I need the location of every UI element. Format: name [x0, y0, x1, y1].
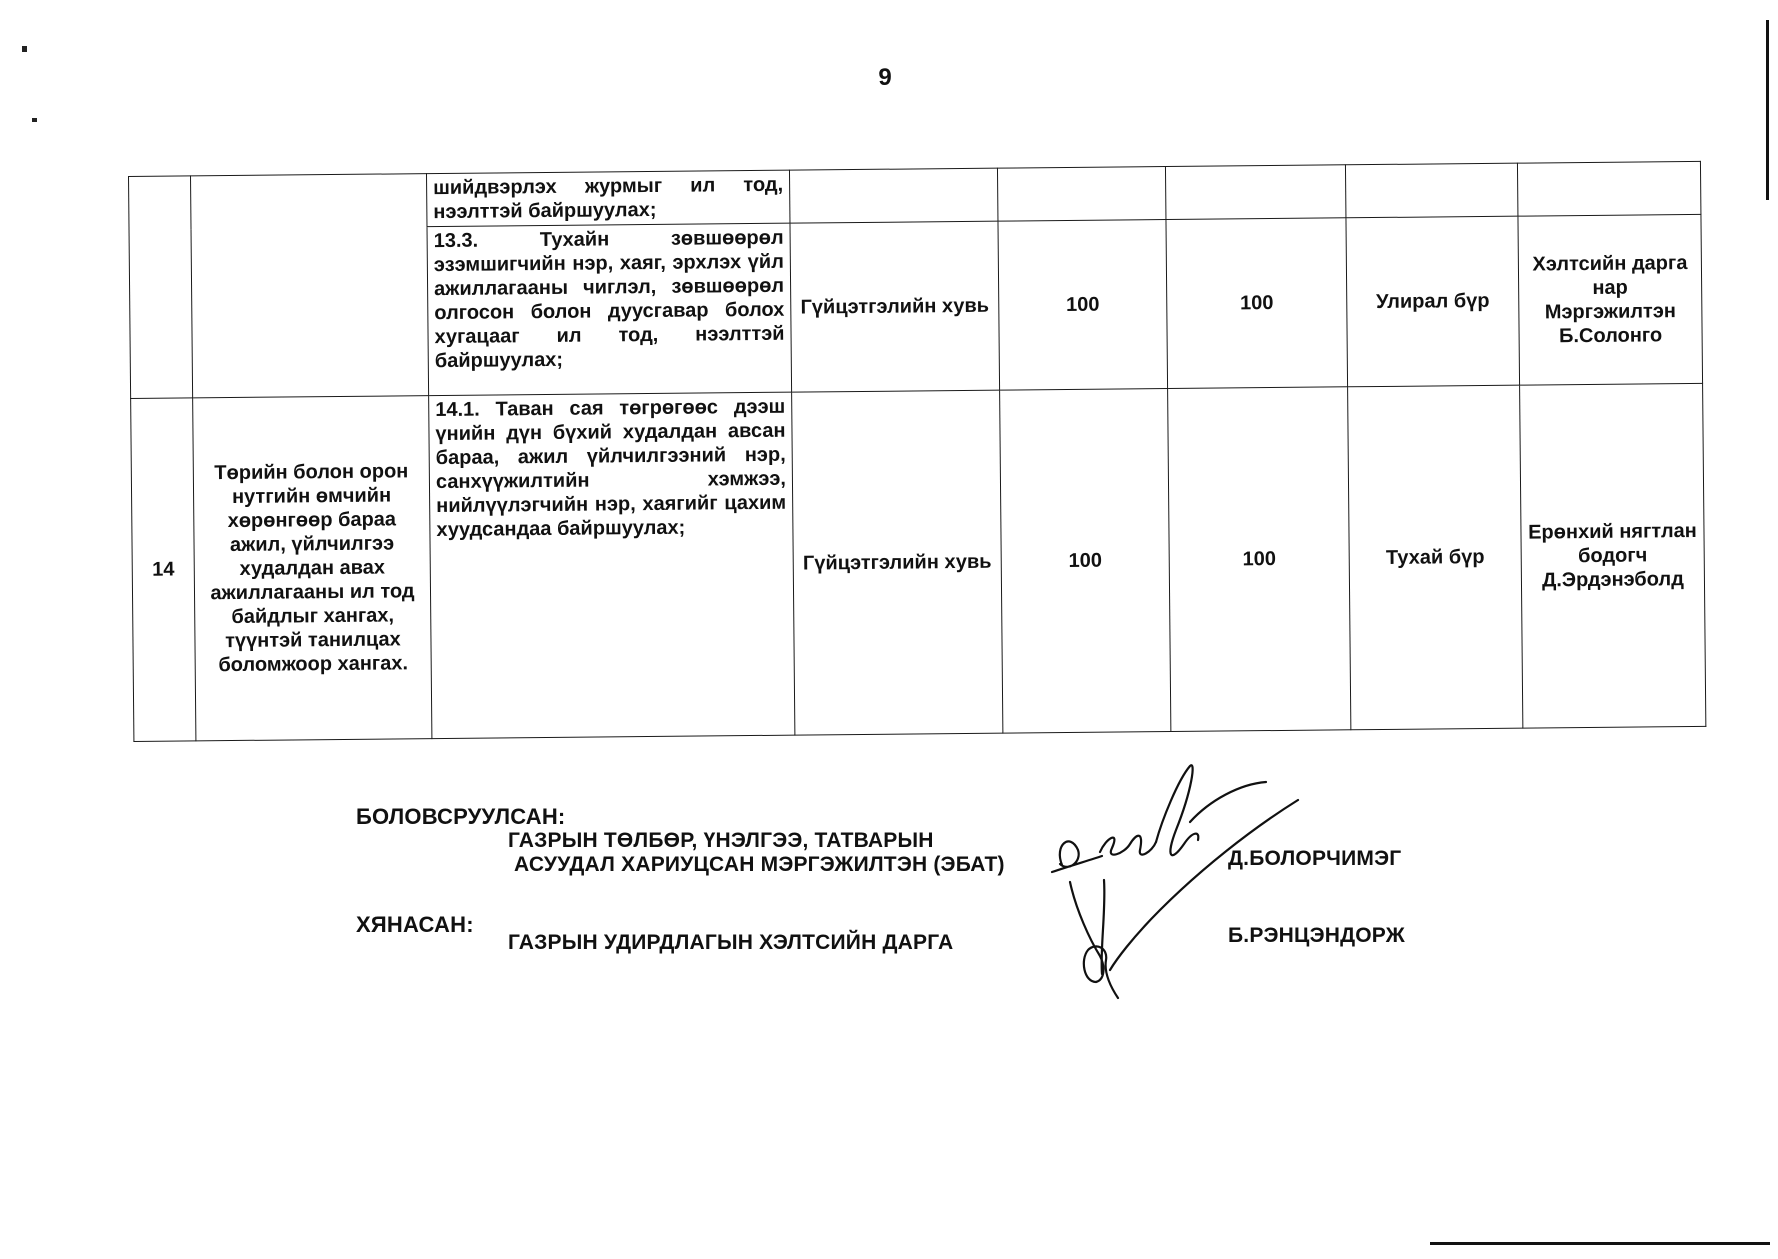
cell-frequency: Улирал бүр	[1346, 216, 1520, 387]
cell-number	[129, 176, 192, 230]
cell-baseline	[997, 167, 1166, 222]
cell-frequency	[1345, 163, 1518, 218]
cell-indicator: Гүйцэтгэлийн хувь	[790, 221, 1000, 392]
cell-goal	[191, 227, 429, 398]
cell-indicator: Гүйцэтгэлийн хувь	[792, 390, 1003, 735]
cell-goal: Төрийн болон орон нутгийн өмчийн хөрөнгөөр бараа ажил, үйлчилгээ худалдан авах ажиллагааны ил тод байдлыг хангах, түүнтэй танилцах боломжоор хангах.	[193, 396, 432, 741]
cell-frequency: Тухай бүр	[1348, 385, 1523, 730]
prepared-title-line1: ГАЗРЫН ТӨЛБӨР, ҮНЭЛГЭЭ, ТАТВАРЫН	[508, 829, 934, 852]
cell-activity: шийдвэрлэх журмыг ил тод, нээлттэй байршуулах;	[426, 170, 789, 226]
cell-responsible	[1517, 161, 1701, 216]
scan-speck	[32, 118, 37, 122]
cell-activity: 14.1. Таван сая төгрөгөөс дээш үнийн дүн бүхий худалдан авсан бараа, ажил үйлчилгээний нэр, санхүүжилтийн хэмжээ, нийлүүлэгчийн нэр, хаягийг цахим хуудсандаа байршуулах;	[429, 392, 795, 738]
prepared-title-line2: АСУУДАЛ ХАРИУЦСАН МЭРГЭЖИЛТЭН (ЭБАТ)	[514, 853, 1005, 876]
action-plan-table	[128, 161, 1706, 742]
checked-title: ГАЗРЫН УДИРДЛАГЫН ХЭЛТСИЙН ДАРГА	[508, 931, 954, 954]
cell-baseline: 100	[1000, 389, 1171, 734]
cell-number	[129, 229, 193, 399]
prepared-label: БОЛОВСРУУЛСАН:	[356, 804, 566, 829]
cell-goal	[191, 174, 427, 229]
cell-indicator	[789, 168, 997, 223]
table-row	[129, 214, 1703, 398]
cell-target	[1165, 165, 1346, 220]
table-row	[131, 383, 1706, 741]
prepared-name: Д.БОЛОРЧИМЭГ	[1228, 847, 1402, 870]
scan-edge-line	[1766, 20, 1769, 200]
cell-responsible: Хэлтсийн дарга нар Мэргэжилтэн Б.Солонго	[1518, 214, 1703, 385]
cell-baseline: 100	[998, 220, 1168, 391]
cell-target: 100	[1168, 387, 1351, 732]
cell-number: 14	[131, 398, 196, 742]
scan-speck	[22, 46, 27, 52]
page-number: 9	[878, 64, 892, 91]
handwritten-signature	[1040, 760, 1340, 1010]
checked-name: Б.РЭНЦЭНДОРЖ	[1228, 924, 1405, 947]
checked-label: ХЯНАСАН:	[356, 912, 474, 937]
cell-target: 100	[1166, 218, 1348, 389]
cell-activity: 13.3. Тухайн зөвшөөрөл эзэмшигчийн нэр, хаяг, эрхлэх үйл ажиллагааны чиглэл, зөвшөөрөл олгосон болон дуусгавар болох хугацааг ил тод, нээлттэй байршуулах;	[427, 223, 792, 395]
cell-responsible: Ерөнхий нягтлан бодогч Д.Эрдэнэболд	[1520, 383, 1706, 728]
scan-edge-line	[1430, 1242, 1770, 1245]
